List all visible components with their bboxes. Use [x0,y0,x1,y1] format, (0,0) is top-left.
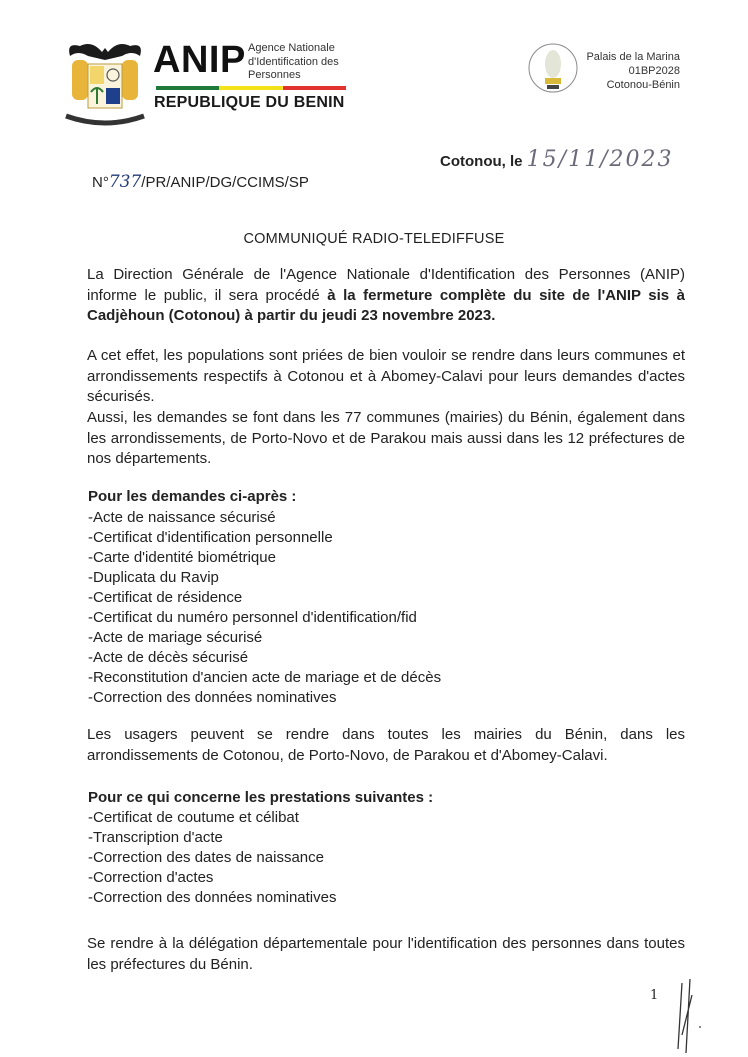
list1 [88,508,441,708]
list-item: -Acte de naissance sécurisé [88,509,276,526]
list-item: -Correction des dates de naissance [88,849,324,866]
coat-of-arms-icon [62,38,148,134]
intro-paragraph [87,265,685,327]
signature-icon [668,975,708,1055]
page-number: 1 [650,988,659,1003]
list2-heading: Pour ce qui concerne les prestations suivantes : [88,789,434,806]
address-line: Cotonou-Bénin [606,79,680,91]
list-item: -Reconstitution d'ancien acte de mariage et de décès [88,669,442,686]
list1-heading: Pour les demandes ci-après : [88,488,297,505]
list-item: -Correction d'actes [88,869,214,886]
agency-name-line: Agence Nationale [248,42,335,54]
list-item: -Acte de décès sécurisé [88,649,249,666]
republic-title: REPUBLIQUE DU BENIN [154,94,345,111]
closing-paragraph: Se rendre à la délégation départementale pour l'identification des personnes dans toutes les préfectures du Bénin. [87,935,685,973]
agency-name-line: Personnes [248,69,301,81]
list-item: -Duplicata du Ravip [88,569,219,586]
list-item: -Carte d'identité biométrique [88,549,276,566]
users-paragraph: Les usagers peuvent se rendre dans toutes les mairies du Bénin, dans les arrondissements de Cotonou, de Porto-Novo, de Parakou et d'Abomey-Calavi. [87,726,685,764]
list-item: -Certificat d'identification personnelle [88,529,333,546]
address-line: 01BP2028 [628,65,680,77]
effect-paragraph: A cet effet, les populations sont priées de bien vouloir se rendre dans leurs communes et arrondissements respectifs à Cotonou et à Abomey-Calavi pour leurs demandes d'actes sécurisés. [87,347,685,405]
address-block [572,50,680,92]
dateline-place: Cotonou, le [440,153,523,170]
reference-prefix: N° [92,174,109,191]
reference-suffix: /PR/ANIP/DG/CCIMS/SP [141,174,309,191]
handwritten-number: 737 [108,172,142,192]
document-title: COMMUNIQUÉ RADIO-TELEDIFFUSE [243,231,505,247]
reference-number [92,172,309,192]
flag-red-stripe [283,86,346,90]
list-item: -Correction des données nominatives [88,889,337,906]
handwritten-date: 15/11/2023 [526,147,674,172]
intro-text: La Direction Générale de l'Agence Nationale d'Identification des Personnes (ANIP) informe le public, il sera procédé [87,266,685,304]
address-line: Palais de la Marina [586,51,680,63]
flag-yellow-stripe [219,86,282,90]
agency-name [248,42,358,83]
flag-color-bar [156,86,346,90]
list-item: -Certificat du numéro personnel d'identification/fid [88,609,417,626]
list-item: -Acte de mariage sécurisé [88,629,263,646]
list-item: -Certificat de résidence [88,589,243,606]
list-item: -Correction des données nominatives [88,689,337,706]
anip-logo: ANIP [153,39,246,81]
also-paragraph: Aussi, les demandes se font dans les 77 communes (mairies) du Bénin, également dans les arrondissements, de Porto-Novo et de Parakou mais aussi dans les 12 préfectures de nos départements. [87,409,685,467]
list2 [88,808,336,908]
flag-green-stripe [156,86,219,90]
list-item: -Transcription d'acte [88,829,223,846]
list-item: -Certificat de coutume et célibat [88,809,299,826]
dateline [440,147,673,172]
intro-bold-text: à la fermeture complète du site de l'ANIP sis à Cadjèhoun (Cotonou) à partir du jeudi 23 novembre 2023. [87,286,685,324]
agency-name-line: d'Identification des [248,55,339,68]
